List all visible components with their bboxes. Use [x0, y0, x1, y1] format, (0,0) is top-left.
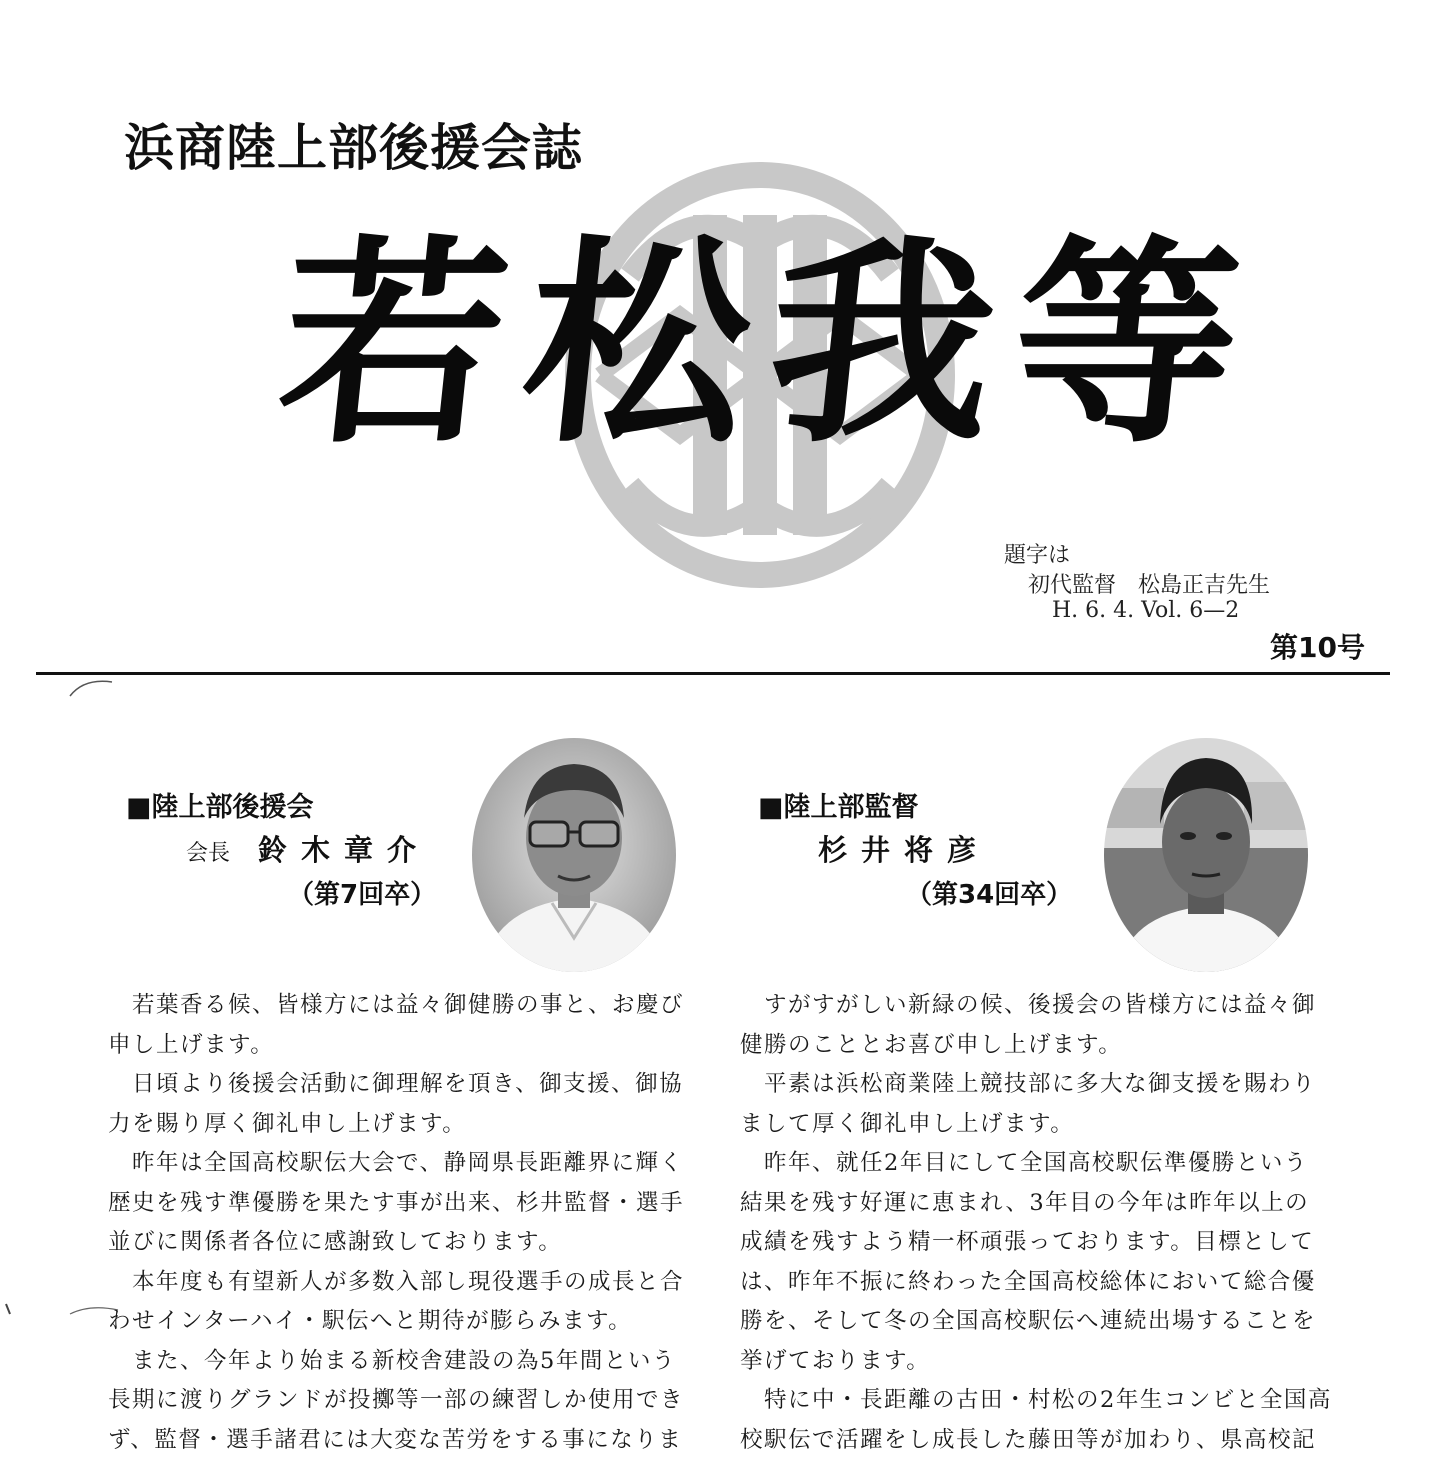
calligraphy-credit-label: 題字は [1004, 538, 1070, 569]
left-body-line: 申し上げます。 [108, 1026, 684, 1066]
left-body-line: また、今年より始まる新校舎建設の為5年間という [108, 1342, 684, 1382]
header-divider [36, 672, 1390, 675]
left-author-graduation: （第7回卒） [288, 874, 436, 911]
right-body-line: まして厚く御礼申し上げます。 [740, 1105, 1332, 1145]
paper-scratch-mark [62, 674, 122, 704]
left-body-line: 力を賜り厚く御礼申し上げます。 [108, 1105, 684, 1145]
right-section-title: ■陸上部監督 [758, 785, 919, 824]
right-body-line: 校駅伝で活躍をし成長した藤田等が加わり、県高校記 [740, 1421, 1332, 1460]
left-author-name-row [186, 828, 430, 869]
left-body-line: 日頃より後援会活動に御理解を頂き、御支援、御協 [108, 1065, 684, 1105]
paper-scratch-mark-lower [0, 1300, 120, 1340]
right-author-photo [1104, 738, 1308, 972]
right-body-line: すがすがしい新緑の候、後援会の皆様方には益々御 [740, 986, 1332, 1026]
left-author-name: 鈴木章介 [258, 833, 430, 867]
right-body-line: 特に中・長距離の古田・村松の2年生コンビと全国高 [740, 1381, 1332, 1421]
right-body-line: 昨年、就任2年目にして全国高校駅伝準優勝という [740, 1144, 1332, 1184]
right-body-line: 挙げております。 [740, 1342, 1332, 1382]
issue-number: 第10号 [1270, 626, 1365, 666]
left-author-role: 会長 [186, 841, 230, 866]
right-author-name-row [818, 828, 990, 869]
left-body-line: 長期に渡りグランドが投擲等一部の練習しか使用でき [108, 1381, 684, 1421]
left-body-line: わせインターハイ・駅伝へと期待が膨らみます。 [108, 1302, 684, 1342]
right-body-line: 健勝のこととお喜び申し上げます。 [740, 1026, 1332, 1066]
left-body-line: 並びに関係者各位に感謝致しております。 [108, 1223, 684, 1263]
left-body-line: 若葉香る候、皆様方には益々御健勝の事と、お慶び [108, 986, 684, 1026]
right-article-body [740, 986, 1332, 1460]
issue-date-volume: H. 6. 4. Vol. 6—2 [1052, 598, 1239, 623]
right-body-line: 平素は浜松商業陸上競技部に多大な御支援を賜わり [740, 1065, 1332, 1105]
newsletter-title: 若松我等 [270, 234, 1269, 454]
right-body-line: 成績を残すよう精一杯頑張っております。目標として [740, 1223, 1332, 1263]
right-body-line: は、昨年不振に終わった全国高校総体において総合優 [740, 1263, 1332, 1303]
left-body-line: 本年度も有望新人が多数入部し現役選手の成長と合 [108, 1263, 684, 1303]
right-author-name: 杉井将彦 [818, 833, 990, 867]
left-author-photo [472, 738, 676, 972]
newsletter-subtitle: 浜商陸上部後援会誌 [124, 108, 583, 180]
left-section-title: ■陸上部後援会 [126, 785, 314, 824]
left-body-line: 歴史を残す準優勝を果たす事が出来、杉井監督・選手 [108, 1184, 684, 1224]
left-body-line: 昨年は全国高校駅伝大会で、静岡県長距離界に輝く [108, 1144, 684, 1184]
right-body-line: 勝を、そして冬の全国高校駅伝へ連続出場することを [740, 1302, 1332, 1342]
calligraphy-credit-author: 初代監督 松島正吉先生 [1028, 568, 1270, 599]
right-author-graduation: （第34回卒） [906, 874, 1072, 911]
right-body-line: 結果を残す好運に恵まれ、3年目の今年は昨年以上の [740, 1184, 1332, 1224]
left-article-body [108, 986, 684, 1460]
left-body-line: ず、監督・選手諸君には大変な苦労をする事になりま [108, 1421, 684, 1460]
